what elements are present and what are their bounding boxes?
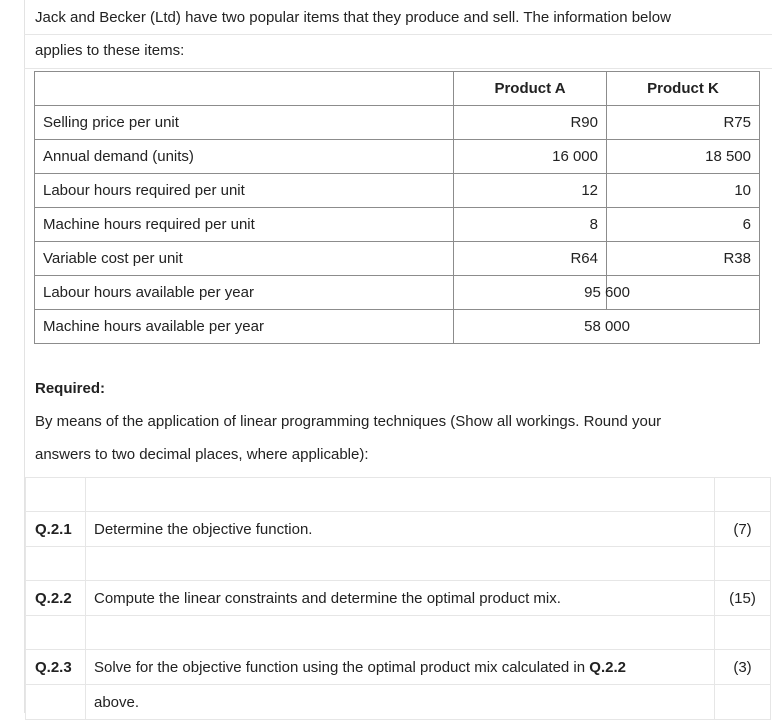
row-label: Selling price per unit (35, 106, 454, 140)
row-label: Machine hours available per year (35, 310, 454, 344)
row-label: Variable cost per unit (35, 242, 454, 276)
required-heading: Required: (35, 380, 106, 397)
question-code: Q.2.3 (26, 650, 86, 685)
product-a-value: 16 000 (454, 140, 607, 174)
product-a-value: R90 (454, 106, 607, 140)
divider (24, 68, 772, 69)
required-line-1: By means of the application of linear programming techniques (Show all workings. Round your (35, 413, 662, 430)
row-label: Labour hours required per unit (35, 174, 454, 208)
table-row (35, 174, 760, 208)
available-cell (454, 310, 760, 344)
product-a-value: 12 (454, 174, 607, 208)
table-row (35, 106, 760, 140)
table-header-row (35, 72, 760, 106)
question-marks: (7) (715, 512, 771, 547)
question-row (26, 512, 771, 547)
question-marks: (3) (715, 650, 771, 685)
product-a-value: R64 (454, 242, 607, 276)
question-row (26, 650, 771, 685)
table-row (35, 242, 760, 276)
question-text (86, 650, 715, 685)
available-value: 58 000 (584, 318, 630, 335)
question-text-part: Solve for the objective function using the optimal product mix calculated in (94, 658, 590, 676)
table-row (35, 310, 760, 344)
product-k-value: 6 (607, 208, 760, 242)
row-label: Machine hours required per unit (35, 208, 454, 242)
available-value: 95 600 (584, 284, 630, 301)
header-product-k: Product K (607, 72, 760, 106)
questions-table (25, 477, 771, 720)
table-row (35, 276, 760, 310)
available-cell (454, 276, 760, 310)
question-marks: (15) (715, 581, 771, 616)
question-row-continued (26, 685, 771, 720)
row-label: Annual demand (units) (35, 140, 454, 174)
question-text: Compute the linear constraints and determine the optimal product mix. (86, 581, 715, 616)
intro-line-2: applies to these items: (35, 42, 185, 59)
header-empty (35, 72, 454, 106)
product-k-value: R38 (607, 242, 760, 276)
question-code: Q.2.1 (26, 512, 86, 547)
product-info-table (34, 71, 760, 344)
table-row (35, 208, 760, 242)
row-label: Labour hours available per year (35, 276, 454, 310)
required-line-2: answers to two decimal places, where applicable): (35, 446, 369, 463)
question-text: Determine the objective function. (86, 512, 715, 547)
question-text-continued: above. (86, 685, 715, 720)
intro-line-1: Jack and Becker (Ltd) have two popular items that they produce and sell. The information below (35, 9, 671, 26)
product-a-value: 8 (454, 208, 607, 242)
product-k-value: 10 (607, 174, 760, 208)
question-row (26, 581, 771, 616)
product-k-value: R75 (607, 106, 760, 140)
divider (24, 34, 772, 35)
header-product-a: Product A (454, 72, 607, 106)
question-code: Q.2.2 (26, 581, 86, 616)
product-k-value: 18 500 (607, 140, 760, 174)
question-reference: Q.2.2 (589, 658, 626, 676)
table-row (35, 140, 760, 174)
